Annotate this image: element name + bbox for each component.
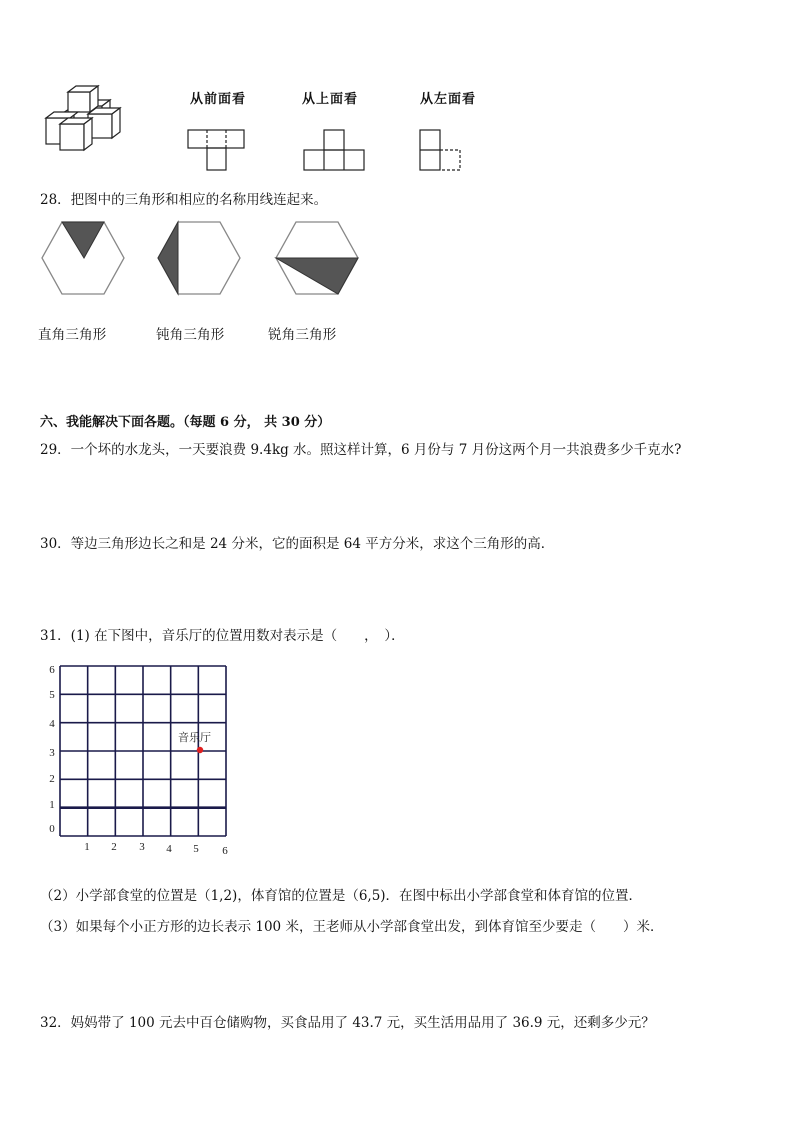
grid-x-tick-label: 1 bbox=[84, 841, 90, 853]
grid-y-tick-label: 5 bbox=[49, 689, 55, 701]
question-29: 29．一个坏的水龙头，一天要浪费 9.4kg 水。照这样计算，6 月份与 7 月份这两个月一共浪费多少千克水? bbox=[40, 442, 682, 458]
grid-y-tick-label: 4 bbox=[49, 718, 55, 730]
grid-y-tick-label: 6 bbox=[49, 664, 55, 676]
coordinate-grid bbox=[44, 658, 244, 863]
view-label-front: 从前面看 bbox=[190, 92, 247, 107]
grid-y-tick-label: 0 bbox=[49, 823, 55, 835]
front-view-figure bbox=[186, 128, 248, 174]
name-acute-triangle: 锐角三角形 bbox=[268, 327, 337, 343]
music-hall-point bbox=[197, 747, 203, 753]
grid-y-tick-label: 3 bbox=[49, 747, 55, 759]
cube-stack-figure bbox=[40, 84, 140, 156]
grid-y-tick-label: 2 bbox=[49, 773, 55, 785]
name-obtuse-triangle: 钝角三角形 bbox=[156, 327, 225, 343]
grid-y-tick-labels bbox=[49, 664, 55, 835]
grid-x-tick-label: 3 bbox=[139, 841, 145, 853]
grid-x-tick-label: 5 bbox=[193, 843, 199, 855]
hexagon-3 bbox=[274, 218, 360, 298]
question-32: 32．妈妈带了 100 元去中百仓储购物，买食品用了 43.7 元，买生活用品用了 36.9 元，还剩多少元？ bbox=[40, 1015, 655, 1031]
grid-y-tick-label: 1 bbox=[49, 799, 55, 811]
view-label-left: 从左面看 bbox=[420, 92, 477, 107]
grid-x-tick-label: 4 bbox=[166, 843, 172, 855]
question-31-part1: 31．(1) 在下图中，音乐厅的位置用数对表示是（ ， ）． bbox=[40, 628, 405, 644]
grid-x-tick-label: 6 bbox=[222, 845, 228, 857]
hexagon-1 bbox=[40, 218, 126, 298]
section-6-title: 六、我能解决下面各题。（每题 6 分， 共 30 分） bbox=[40, 415, 331, 430]
question-31-part2: （2）小学部食堂的位置是（1,2)，体育馆的位置是（6,5)．在图中标出小学部食堂和体育馆的位置． bbox=[40, 888, 643, 904]
hexagon-2 bbox=[156, 218, 242, 298]
question-31-part3: （3）如果每个小正方形的边长表示 100 米，王老师从小学部食堂出发，到体育馆至少要走（ ）米． bbox=[40, 919, 664, 935]
question-28: 28．把图中的三角形和相应的名称用线连起来。 bbox=[40, 192, 328, 208]
top-view-figure bbox=[302, 128, 368, 174]
left-view-figure bbox=[418, 128, 466, 174]
music-hall-label: 音乐厅 bbox=[178, 732, 211, 744]
grid-x-tick-label: 2 bbox=[111, 841, 117, 853]
view-label-top: 从上面看 bbox=[302, 92, 359, 107]
question-30: 30．等边三角形边长之和是 24 分米，它的面积是 64 平方分米，求这个三角形的高． bbox=[40, 536, 555, 552]
grid-x-tick-labels bbox=[84, 841, 228, 857]
name-right-triangle: 直角三角形 bbox=[38, 327, 107, 343]
